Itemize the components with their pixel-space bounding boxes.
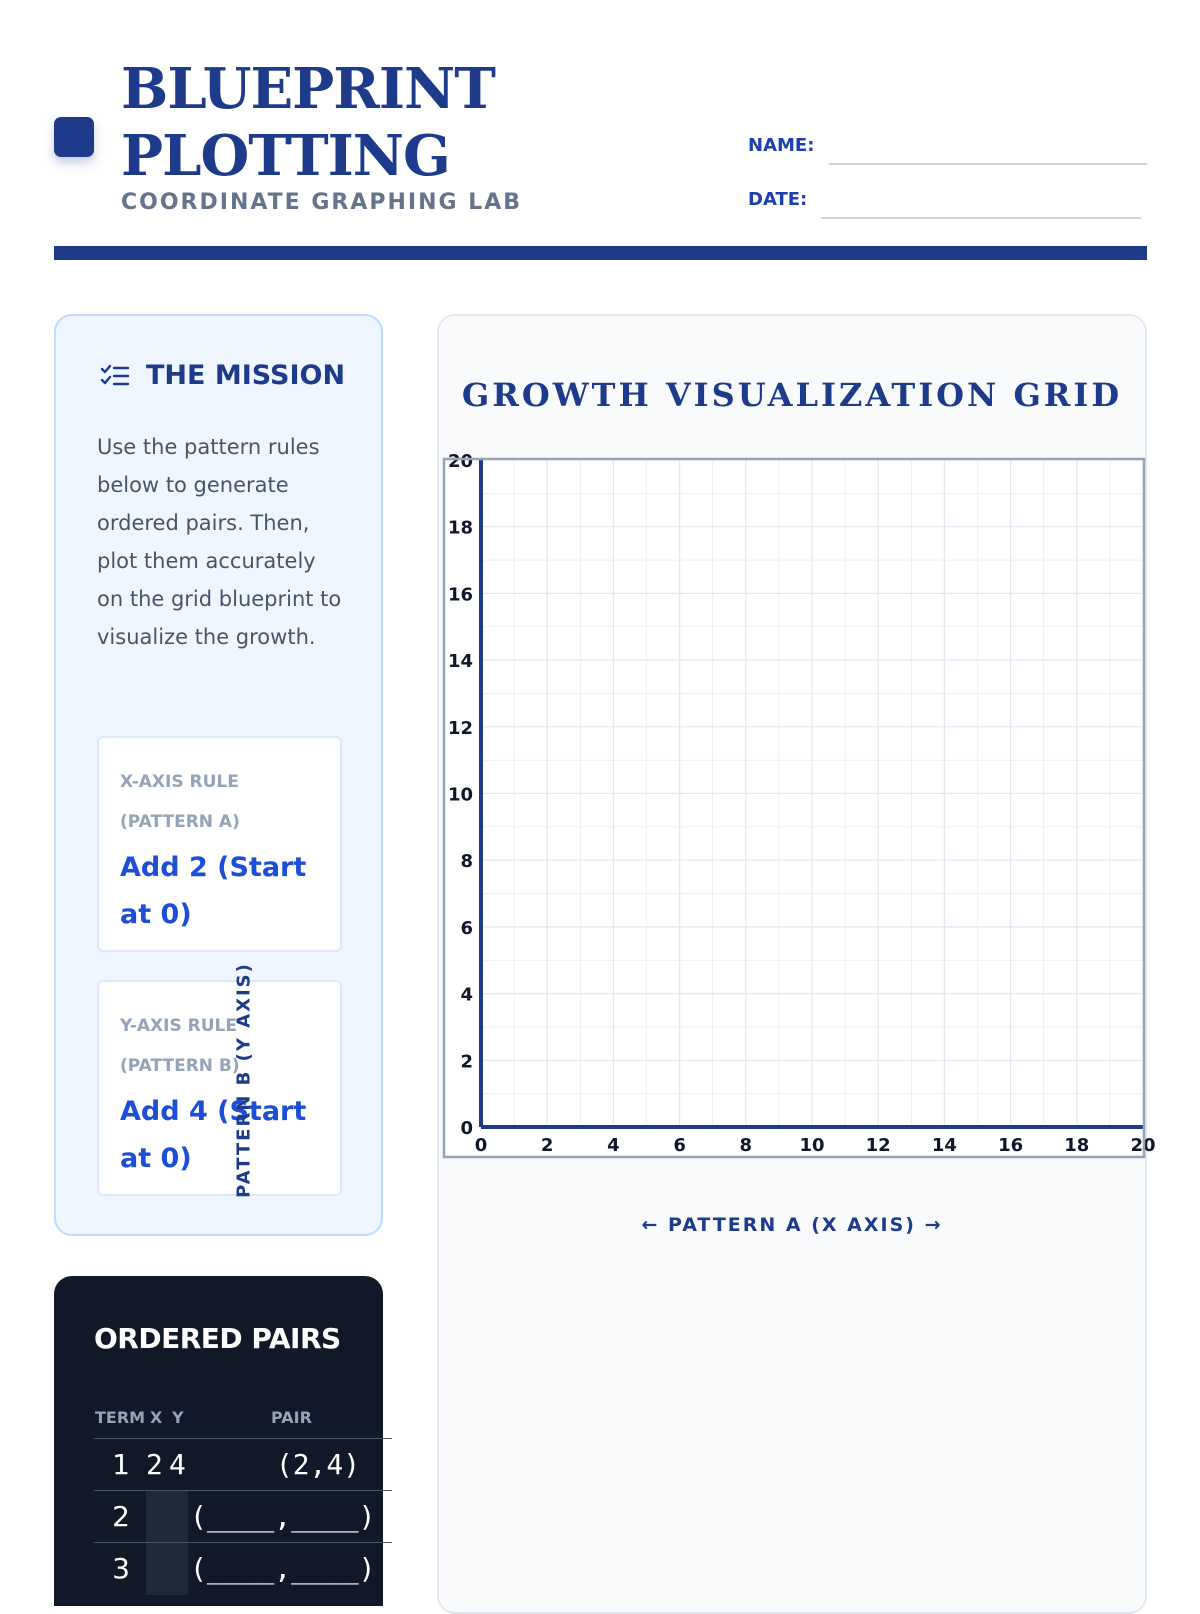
y-rule-value: Add 4 (Start at 0): [120, 1096, 307, 1174]
y-tick-label: 14: [447, 651, 473, 673]
y-tick-label: 20: [447, 451, 473, 472]
name-label: NAME:: [748, 135, 815, 156]
mission-title: THE MISSION: [146, 360, 346, 391]
x-tick-label: 6: [673, 1135, 686, 1156]
y-tick-label: 4: [460, 984, 473, 1006]
grid-title: GROWTH VISUALIZATION GRID: [461, 376, 1123, 414]
pair-entry-field[interactable]: (____,____): [190, 1552, 376, 1585]
mission-panel: [54, 314, 383, 1236]
col-header-y: Y: [172, 1408, 184, 1427]
table-row: [94, 1438, 392, 1490]
y-rule-card: [97, 980, 342, 1196]
y-tick-label: 18: [447, 517, 473, 539]
mission-header: [100, 360, 345, 391]
x-tick-label: 14: [931, 1135, 957, 1156]
term-cell: 2: [112, 1500, 130, 1533]
title-line-1: BLUEPRINT: [121, 56, 495, 122]
y-tick-label: 8: [460, 851, 473, 873]
x-rule-label: X-AXIS RULE (PATTERN A): [120, 772, 240, 832]
y-tick-label: 6: [460, 917, 473, 939]
term-cell: 3: [112, 1552, 130, 1585]
x-tick-label: 18: [1064, 1135, 1090, 1156]
ordered-pairs-title: ORDERED PAIRS: [94, 1322, 341, 1355]
table-row: [94, 1542, 392, 1594]
y-tick-label: 10: [447, 784, 473, 806]
y-cell: 4: [169, 1448, 186, 1481]
y-tick-label: 16: [447, 584, 473, 606]
x-axis-caption: ← PATTERN A (X AXIS) →: [641, 1214, 943, 1236]
table-row: [94, 1490, 392, 1542]
xy-entry-field[interactable]: [146, 1491, 188, 1543]
page-title: [121, 56, 495, 190]
y-tick-label: 12: [447, 717, 473, 739]
xy-entry-field[interactable]: [146, 1543, 188, 1595]
x-tick-label: 0: [474, 1135, 488, 1156]
name-field[interactable]: [829, 163, 1147, 165]
logo-square: [54, 117, 94, 157]
date-field[interactable]: [821, 217, 1141, 219]
y-tick-label: 2: [460, 1051, 473, 1073]
grid-background: [443, 458, 1145, 1158]
date-label: DATE:: [748, 189, 808, 210]
x-rule-card: [97, 736, 342, 952]
x-cell: 2: [146, 1448, 163, 1481]
y-rule-label: Y-AXIS RULE (PATTERN B): [120, 1016, 240, 1076]
term-cell: 1: [112, 1448, 130, 1481]
x-tick-label: 20: [1130, 1135, 1156, 1156]
pair-cell: (2,4): [275, 1448, 361, 1481]
x-tick-label: 16: [998, 1135, 1024, 1156]
coordinate-grid[interactable]: [443, 451, 1156, 1158]
x-tick-label: 2: [540, 1135, 554, 1156]
x-tick-label: 10: [799, 1135, 825, 1156]
checklist-icon: [100, 361, 130, 391]
x-tick-label: 8: [739, 1135, 753, 1156]
pair-entry-field[interactable]: (____,____): [190, 1500, 376, 1533]
title-line-2: PLOTTING: [121, 123, 450, 189]
x-tick-label: 4: [607, 1135, 620, 1156]
y-axis-caption: PATTERN B (Y AXIS): [233, 962, 255, 1198]
mission-instructions: Use the pattern rules below to generate ordered pairs. Then, plot them accurately on the grid blueprint to visualize the growth.: [97, 435, 342, 649]
header-divider: [54, 246, 1147, 260]
y-tick-label: 0: [460, 1118, 473, 1139]
col-header-pair: PAIR: [271, 1408, 312, 1427]
ordered-pairs-panel: [54, 1276, 383, 1606]
col-header-x: X: [150, 1408, 163, 1427]
page-subtitle: COORDINATE GRAPHING LAB: [121, 190, 523, 215]
x-tick-label: 12: [865, 1135, 891, 1156]
col-header-term: TERM: [95, 1408, 146, 1427]
x-rule-value: Add 2 (Start at 0): [120, 852, 307, 930]
